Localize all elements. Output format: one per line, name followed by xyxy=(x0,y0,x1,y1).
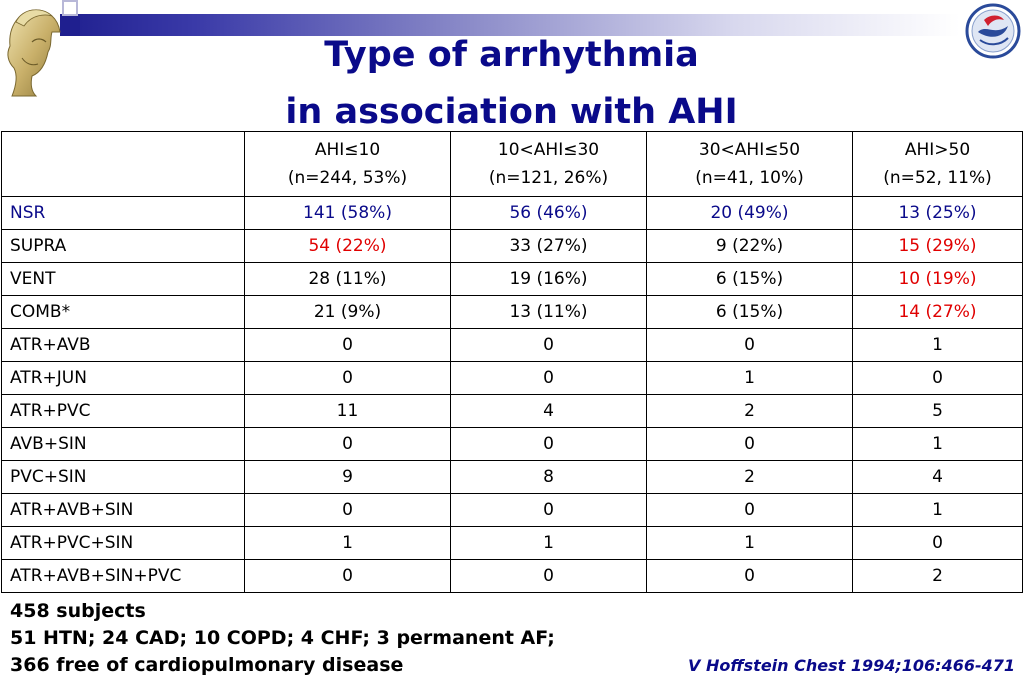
table-cell: 2 xyxy=(647,395,853,428)
table-cell: 10 (19%) xyxy=(853,263,1023,296)
table-row xyxy=(2,527,1023,560)
table-cell: 13 (11%) xyxy=(451,296,647,329)
table-cell: 2 xyxy=(853,560,1023,593)
table-cell: 4 xyxy=(451,395,647,428)
column-header: 10<AHI≤30 (n=121, 26%) xyxy=(451,132,647,197)
table-row xyxy=(2,560,1023,593)
row-label: SUPRA xyxy=(2,230,245,263)
table-cell: 0 xyxy=(451,329,647,362)
table-cell: 0 xyxy=(245,362,451,395)
table-cell: 13 (25%) xyxy=(853,197,1023,230)
column-header: 30<AHI≤50 (n=41, 10%) xyxy=(647,132,853,197)
row-label: ATR+PVC xyxy=(2,395,245,428)
row-label: AVB+SIN xyxy=(2,428,245,461)
table-cell: 0 xyxy=(451,428,647,461)
table-cell: 5 xyxy=(853,395,1023,428)
table-cell: 21 (9%) xyxy=(245,296,451,329)
citation: V Hoffstein Chest 1994;106:466-471 xyxy=(687,656,1015,675)
table-cell: 1 xyxy=(853,329,1023,362)
table-cell: 0 xyxy=(853,362,1023,395)
table-cell: 0 xyxy=(647,494,853,527)
table-row xyxy=(2,362,1023,395)
table-row xyxy=(2,428,1023,461)
table-cell: 0 xyxy=(451,494,647,527)
table-cell: 11 xyxy=(245,395,451,428)
table-cell: 0 xyxy=(451,560,647,593)
table-cell: 20 (49%) xyxy=(647,197,853,230)
table-cell: 0 xyxy=(647,428,853,461)
table-cell: 28 (11%) xyxy=(245,263,451,296)
table-cell: 54 (22%) xyxy=(245,230,451,263)
table-row xyxy=(2,263,1023,296)
table-cell: 1 xyxy=(451,527,647,560)
table-cell: 0 xyxy=(451,362,647,395)
table-cell: 6 (15%) xyxy=(647,263,853,296)
row-label: NSR xyxy=(2,197,245,230)
row-label: ATR+AVB+SIN+PVC xyxy=(2,560,245,593)
table-cell: 4 xyxy=(853,461,1023,494)
study-notes xyxy=(10,598,555,679)
row-label: VENT xyxy=(2,263,245,296)
table-row xyxy=(2,395,1023,428)
column-header: AHI>50 (n=52, 11%) xyxy=(853,132,1023,197)
row-label: ATR+PVC+SIN xyxy=(2,527,245,560)
table-cell: 2 xyxy=(647,461,853,494)
table-row xyxy=(2,230,1023,263)
column-header: AHI≤10 (n=244, 53%) xyxy=(245,132,451,197)
note-line: 458 subjects xyxy=(10,600,146,622)
table-cell: 1 xyxy=(853,494,1023,527)
header-empty-cell xyxy=(2,132,245,197)
table-cell: 8 xyxy=(451,461,647,494)
table-row xyxy=(2,461,1023,494)
row-label: ATR+AVB+SIN xyxy=(2,494,245,527)
table-cell: 6 (15%) xyxy=(647,296,853,329)
row-label: COMB* xyxy=(2,296,245,329)
table-cell: 1 xyxy=(647,527,853,560)
table-cell: 0 xyxy=(647,329,853,362)
table-row xyxy=(2,296,1023,329)
note-line: 51 HTN; 24 CAD; 10 COPD; 4 CHF; 3 permanent AF; xyxy=(10,627,555,649)
table-cell: 15 (29%) xyxy=(853,230,1023,263)
table-cell: 9 xyxy=(245,461,451,494)
table-header-row xyxy=(2,132,1023,197)
table-row xyxy=(2,494,1023,527)
row-label: ATR+JUN xyxy=(2,362,245,395)
table-cell: 56 (46%) xyxy=(451,197,647,230)
table-cell: 1 xyxy=(853,428,1023,461)
page-title-line-2: in association with AHI xyxy=(285,92,738,132)
table-cell: 1 xyxy=(245,527,451,560)
table-cell: 0 xyxy=(245,428,451,461)
row-label: PVC+SIN xyxy=(2,461,245,494)
table-cell: 33 (27%) xyxy=(451,230,647,263)
table-cell: 141 (58%) xyxy=(245,197,451,230)
table-cell: 1 xyxy=(647,362,853,395)
row-label: ATR+AVB xyxy=(2,329,245,362)
table-cell: 0 xyxy=(647,560,853,593)
decor-square-outline xyxy=(62,0,78,16)
table-row xyxy=(2,329,1023,362)
page-title-line-1: Type of arrhythmia xyxy=(324,35,699,75)
table-cell: 9 (22%) xyxy=(647,230,853,263)
table-cell: 0 xyxy=(245,329,451,362)
table-cell: 0 xyxy=(853,527,1023,560)
arrhythmia-table xyxy=(1,131,1023,593)
table-row xyxy=(2,197,1023,230)
table-cell: 14 (27%) xyxy=(853,296,1023,329)
table-cell: 19 (16%) xyxy=(451,263,647,296)
table-cell: 0 xyxy=(245,560,451,593)
table-cell: 0 xyxy=(245,494,451,527)
note-line: 366 free of cardiopulmonary disease xyxy=(10,654,404,676)
